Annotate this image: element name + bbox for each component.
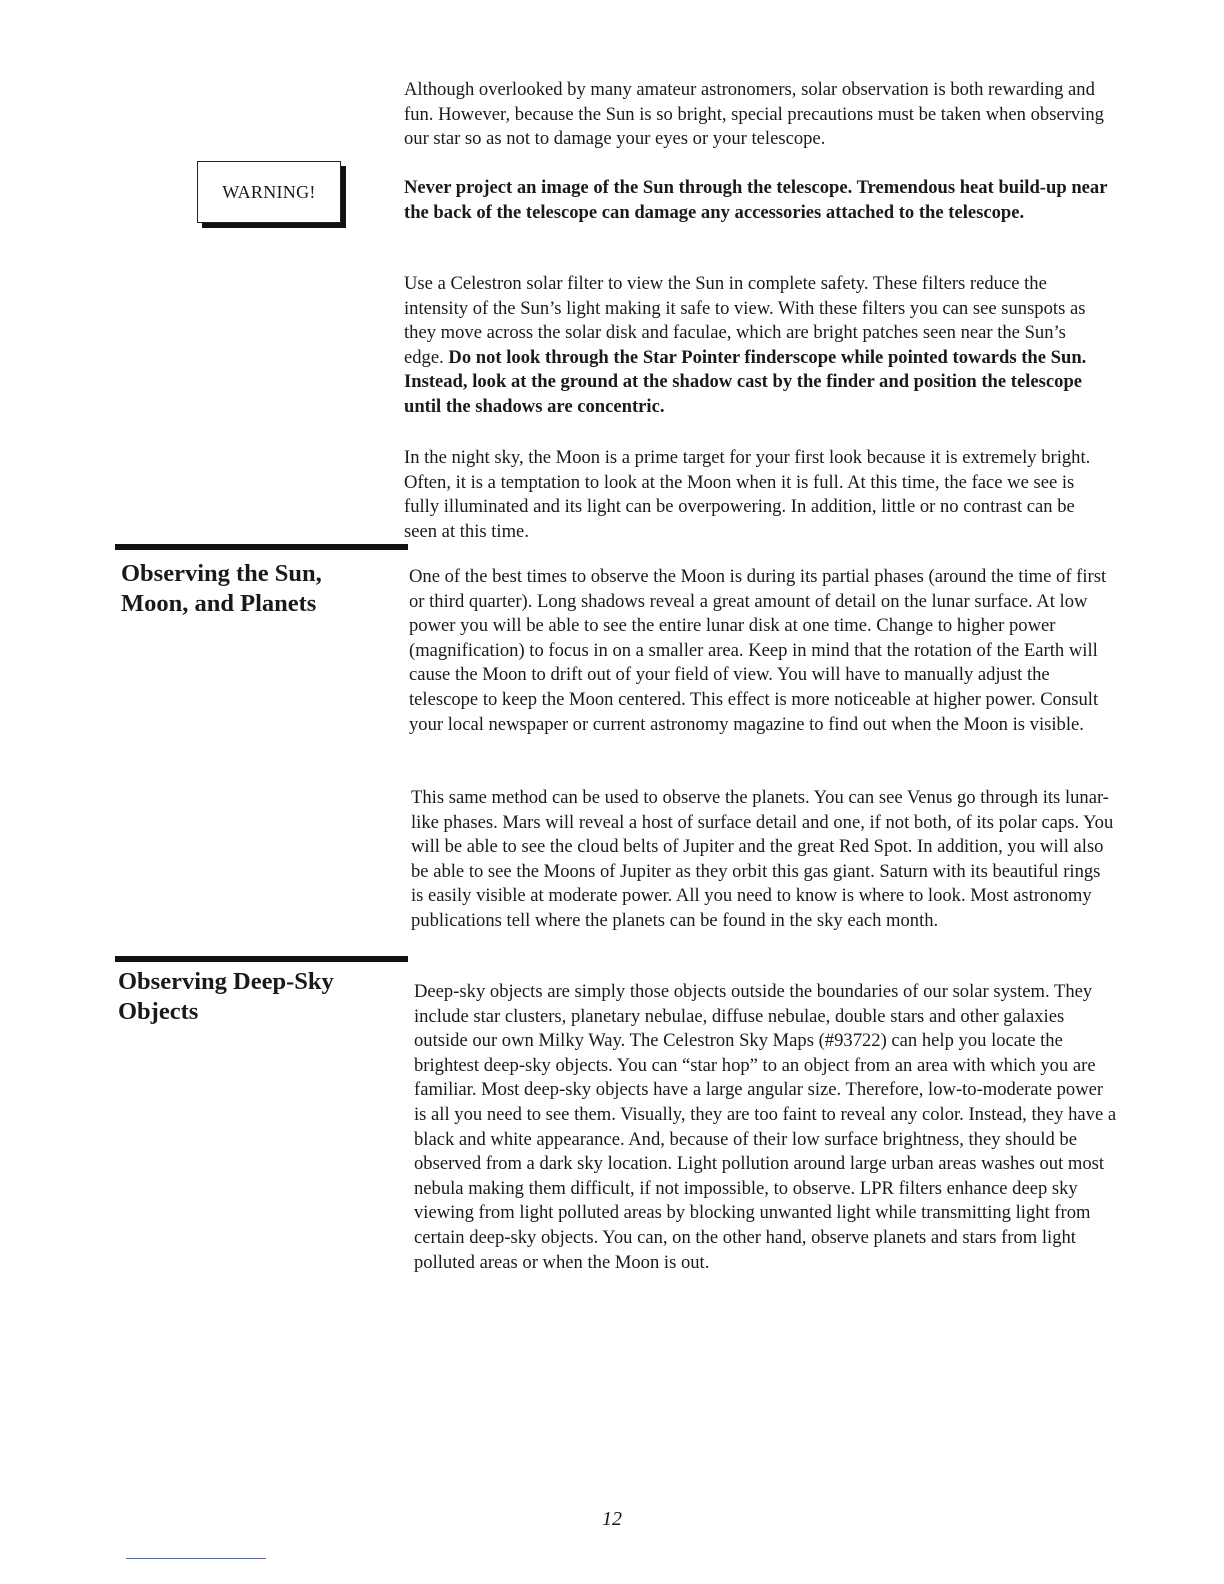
heading-deep-sky: Observing Deep-Sky Objects xyxy=(118,968,334,1025)
warning-paragraph-text: Never project an image of the Sun through the telescope. Tremendous heat build-up near the back of the telescope can damage any accessories attached to the telescope. xyxy=(404,177,1108,223)
footer-line xyxy=(126,1558,266,1559)
moon-paragraph-2-text: One of the best times to observe the Moon is during its partial phases (around the time of first or third quarter). Long shadows reveal a great amount of detail on the lunar surface. At low power you will be able to see the entire lunar disk at one time. Change to higher power (magnification) to focus in on a smaller area. Keep in mind that the rotation of the Earth will cause the Moon to drift out of your field of view. You will have to manually adjust the telescope to keep the Moon centered. This effect is more noticeable at higher power. Consult your local newspaper or current astronomy magazine to find out when the Moon is visible. xyxy=(409,566,1107,735)
intro-paragraph-text: Although overlooked by many amateur astronomers, solar observation is both rewarding and fun. However, because the Sun is so bright, special precautions must be taken when observing our star so as not to damage your eyes or your telescope. xyxy=(404,79,1104,150)
warning-label xyxy=(197,161,341,223)
deep-sky-paragraph-text: Deep-sky objects are simply those objects outside the boundaries of our solar system. They include star clusters, planetary nebulae, diffuse nebulae, double stars and other galaxies outside our own Milky Way. The Celestron Sky Maps (#93722) can help you locate the brightest deep-sky objects. You can “star hop” to an object from an area with which you are familiar. Most deep-sky objects have a large angular size. Therefore, low-to-moderate power is all you need to see them. Visually, they are too faint to reveal any color. Instead, they have a black and white appearance. And, because of their low surface brightness, they should be observed from a dark sky location. Light pollution around large urban areas washes out most nebula making them difficult, if not impossible, to observe. LPR filters enhance deep sky viewing from light polluted areas by blocking unwanted light while transmitting light from certain deep-sky objects. You can, on the other hand, observe planets and stars from light polluted areas or when the Moon is out. xyxy=(414,981,1117,1273)
section-rule-deep-sky xyxy=(115,956,408,962)
moon-paragraph-2 xyxy=(409,565,1115,737)
section-rule-sun-moon xyxy=(115,544,408,550)
solar-filter-caution: Do not look through the Star Pointer finderscope while pointed towards the Sun. Instead, look at the ground at the shadow cast by the finder and position the telescope until the shadows are concentric. xyxy=(404,346,1087,417)
deep-sky-paragraph xyxy=(414,980,1120,1275)
warning-paragraph xyxy=(404,176,1110,225)
warning-label-text: WARNING! xyxy=(222,181,316,202)
intro-paragraph xyxy=(404,78,1110,152)
solar-filter-paragraph xyxy=(404,272,1110,420)
moon-paragraph-1 xyxy=(404,446,1110,544)
planets-paragraph-text: This same method can be used to observe the planets. You can see Venus go through its lunar-like phases. Mars will reveal a host of surface detail and one, if not both, of its polar caps. You will be able to see the cloud belts of Jupiter and the great Red Spot. In addition, you will also be able to see the Moons of Jupiter as they orbit this gas giant. Saturn with its beautiful rings is easily visible at moderate power. All you need to know is where to look. Most astronomy publications tell where the planets can be found in the sky each month. xyxy=(411,787,1114,931)
page-number: 12 xyxy=(602,1508,622,1530)
planets-paragraph xyxy=(411,786,1117,934)
moon-paragraph-1-text: In the night sky, the Moon is a prime target for your first look because it is extremely bright. Often, it is a temptation to look at the Moon when it is full. At this time, the face we see is fully illuminated and its light can be overpowering. In addition, little or no contrast can be seen at this time. xyxy=(404,447,1091,542)
solar-filter-text: Use a Celestron solar filter to view the Sun in complete safety. These filters reduce the intensity of the Sun’s light making it safe to view. With these filters you can see sunspots as they move across the solar disk and faculae, which are bright patches seen near the Sun’s edge. xyxy=(404,273,1086,368)
heading-sun-moon: Observing the Sun, Moon, and Planets xyxy=(121,560,322,617)
